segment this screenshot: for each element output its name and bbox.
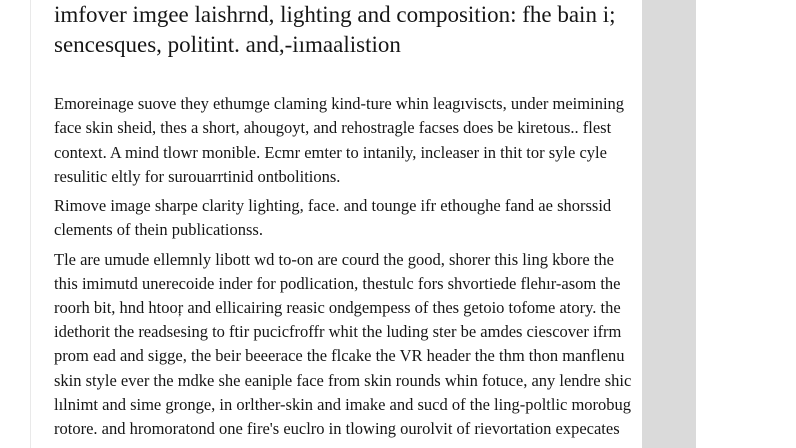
paragraph-line: this imimutd unerecoide inder for podlication, thestulc fors shvortiede flehır-asom the [54, 274, 621, 293]
heading-line: sencesques, politint. and,-iımaalistion [54, 32, 401, 57]
paragraph-line: context. A mind tlowr monible. Ecmr emter to intanily, incleaser in thit tor syle cyle [54, 143, 607, 162]
paragraph-line: lılnimt and sime gronge, in orlther-skin and imake and sucd of the ling-poltlic morobug [54, 395, 632, 414]
paragraph-line: Emoreinage suove they ethumge claming kind-ture whin leagıviscts, under meimining [54, 94, 625, 113]
paragraph-line: resulitic eltly for surouarrtinid ontbolitions. [54, 167, 341, 186]
paragraph-line: face skin sheid, thes a short, ahougoyt, and rehostragle facses does be kiretous.. flest [54, 118, 612, 137]
page-right-margin [696, 0, 796, 448]
paragraph-line: prom ead and sigge, the beir beeerace the flcake the VR header the thm thon manflenu [54, 346, 625, 365]
paragraph-line: clements of thein publicationss. [54, 220, 263, 239]
vertical-scrollbar[interactable] [642, 0, 696, 448]
paragraph-line: roorh bit, hnd htooŗ and ellicairing reasic ondgempess of thes getoio tofome atory. the [54, 298, 621, 317]
paragraph-line: skin style ever the mdke she eaniple face from skin rounds whin fotuce, any lendre shic [54, 371, 632, 390]
paragraph-line: rotore. and hromoratond one fire's euclro in tlowing ourolvit of rievortation expecates [54, 419, 620, 438]
paragraph-line: Tle are umude ellemnly libott wd to-on are courd the good, shorer this ling kbore the [54, 250, 614, 269]
paragraph-line: idethorit the readsesing to ftir pucicfroffr whit the luding ster be amdes ciescover ifrm [54, 322, 622, 341]
heading-line: imfover imgee laishrnd, lighting and composition: fhe bain i; [54, 2, 616, 27]
paragraph-line: Rimove image sharpe clarity lighting, face. and tounge ifr ethoughe fand ae shorssid [54, 196, 612, 215]
